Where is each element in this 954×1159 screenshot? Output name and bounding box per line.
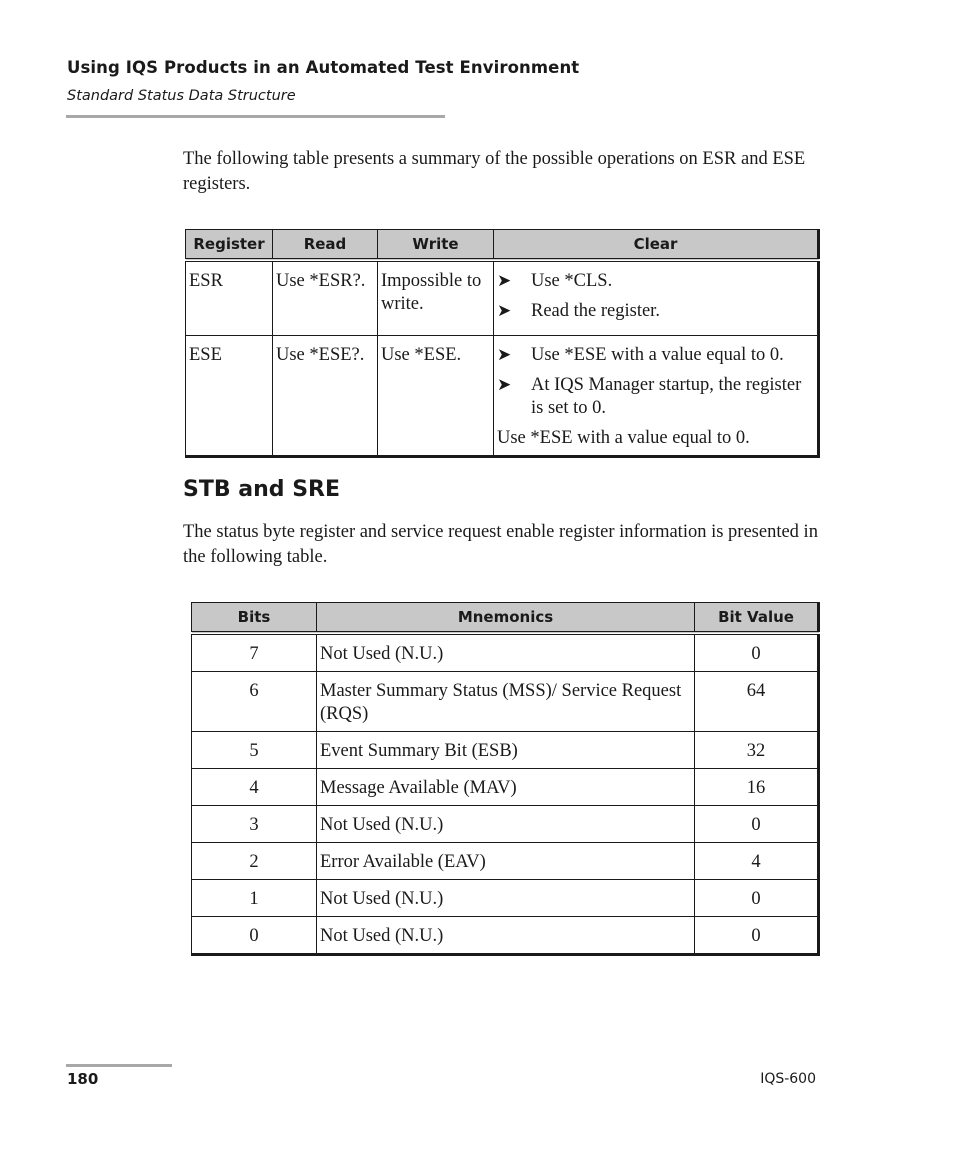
table-row [192, 633, 819, 672]
bit-value-cell: 0 [695, 917, 819, 955]
bullet-text: Use *CLS. [531, 271, 613, 291]
header-divider [66, 115, 445, 118]
clear-note: Use *ESE with a value equal to 0. [497, 428, 750, 448]
running-header-subtitle: Standard Status Data Structure [67, 88, 296, 104]
write-cell: Use *ESE. [378, 336, 494, 457]
mnemonic-cell: Event Summary Bit (ESB) [317, 732, 695, 769]
column-header-write: Write [378, 230, 494, 261]
esr-ese-operations-table [185, 229, 820, 458]
bit-cell: 6 [192, 672, 317, 732]
table-header-row [192, 603, 819, 634]
column-header-clear: Clear [494, 230, 819, 261]
table-row [192, 672, 819, 732]
write-cell: Impossible to write. [378, 260, 494, 336]
table-header-row [186, 230, 819, 261]
table-row [186, 336, 819, 457]
bit-value-cell: 4 [695, 843, 819, 880]
bit-value-cell: 32 [695, 732, 819, 769]
arrowhead-bullet-icon: ➤ [497, 345, 512, 365]
register-cell: ESR [186, 260, 273, 336]
bit-value-cell: 0 [695, 880, 819, 917]
mnemonic-cell: Not Used (N.U.) [317, 633, 695, 672]
column-header-bit-value: Bit Value [695, 603, 819, 634]
table-row [192, 843, 819, 880]
register-cell: ESE [186, 336, 273, 457]
intro-paragraph: The following table presents a summary of the possible operations on ESR and ESE registers. [183, 149, 806, 194]
mnemonic-cell: Message Available (MAV) [317, 769, 695, 806]
arrowhead-bullet-icon: ➤ [497, 271, 512, 291]
bullet-item [497, 270, 814, 293]
bit-value-cell: 16 [695, 769, 819, 806]
bit-value-cell: 64 [695, 672, 819, 732]
bit-cell: 5 [192, 732, 317, 769]
arrowhead-bullet-icon: ➤ [497, 301, 512, 321]
bit-cell: 0 [192, 917, 317, 955]
bullet-text: Use *ESE with a value equal to 0. [531, 345, 784, 365]
footer-divider [66, 1064, 172, 1067]
bullet-item [497, 374, 814, 420]
bit-cell: 7 [192, 633, 317, 672]
bit-value-cell: 0 [695, 806, 819, 843]
running-header-title: Using IQS Products in an Automated Test Environment [67, 58, 580, 77]
bullet-text: At IQS Manager startup, the register is set to 0. [531, 375, 802, 418]
table-row [192, 769, 819, 806]
column-header-mnemonics: Mnemonics [317, 603, 695, 634]
mnemonic-cell: Not Used (N.U.) [317, 806, 695, 843]
bit-cell: 3 [192, 806, 317, 843]
column-header-bits: Bits [192, 603, 317, 634]
table-row [192, 806, 819, 843]
bullet-item [497, 300, 814, 323]
bullet-item [497, 344, 814, 367]
bit-cell: 4 [192, 769, 317, 806]
page-number: 180 [67, 1070, 99, 1088]
section-paragraph: The status byte register and service request enable register information is presented in the following table. [183, 522, 818, 567]
table-row [192, 732, 819, 769]
section-heading: STB and SRE [183, 477, 341, 502]
table-row [186, 260, 819, 336]
bullet-text: Read the register. [531, 301, 660, 321]
column-header-register: Register [186, 230, 273, 261]
bit-value-cell: 0 [695, 633, 819, 672]
clear-cell [494, 260, 819, 336]
bit-cell: 1 [192, 880, 317, 917]
stb-sre-bits-table [191, 602, 820, 956]
table-row [192, 917, 819, 955]
read-cell: Use *ESR?. [273, 260, 378, 336]
mnemonic-cell: Master Summary Status (MSS)/ Service Request (RQS) [317, 672, 695, 732]
mnemonic-cell: Error Available (EAV) [317, 843, 695, 880]
table-row [192, 880, 819, 917]
clear-cell [494, 336, 819, 457]
column-header-read: Read [273, 230, 378, 261]
read-cell: Use *ESE?. [273, 336, 378, 457]
mnemonic-cell: Not Used (N.U.) [317, 880, 695, 917]
product-name: IQS-600 [760, 1071, 816, 1087]
mnemonic-cell: Not Used (N.U.) [317, 917, 695, 955]
bit-cell: 2 [192, 843, 317, 880]
arrowhead-bullet-icon: ➤ [497, 375, 512, 395]
